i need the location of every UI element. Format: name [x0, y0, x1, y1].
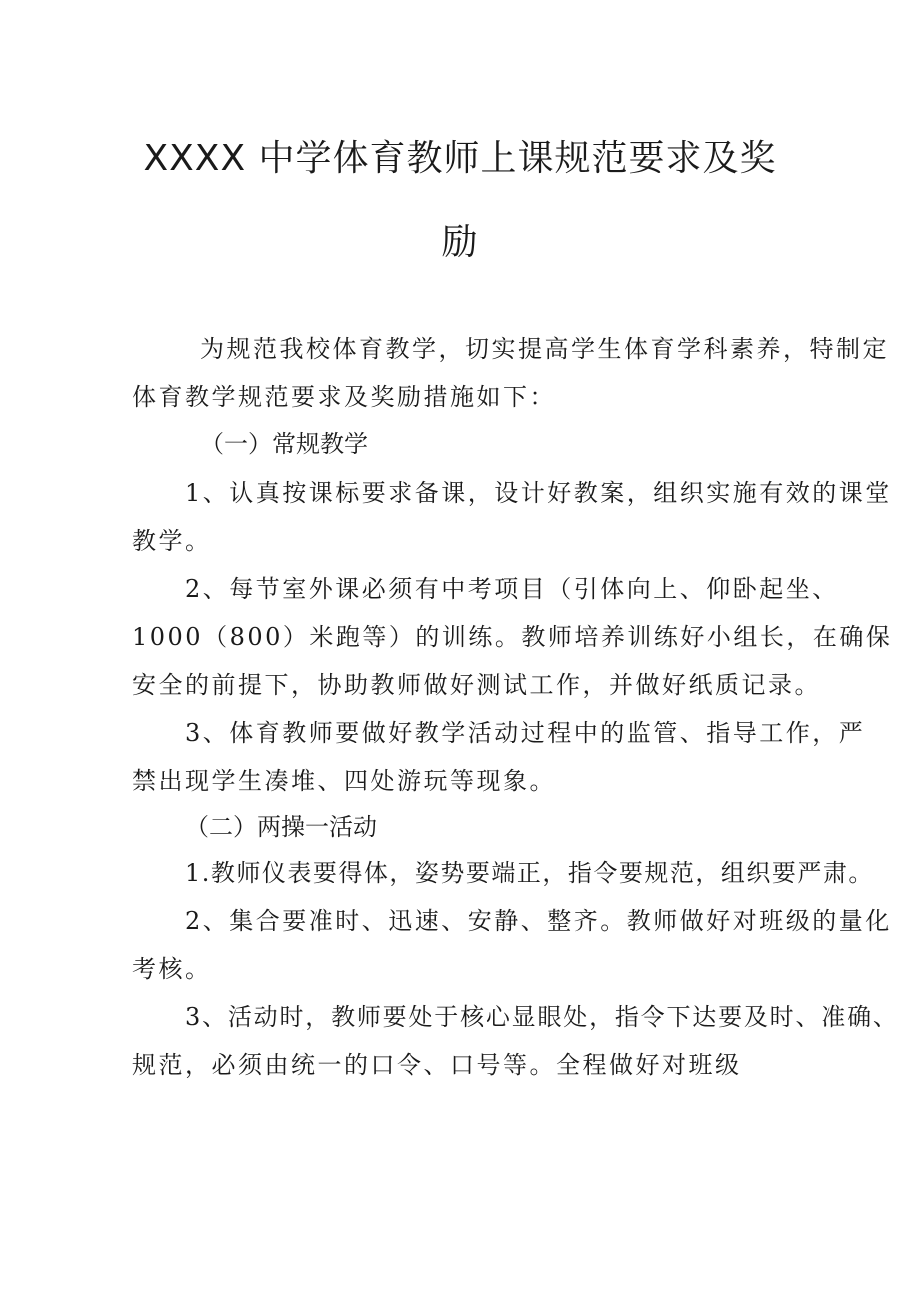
section1-item1-line-1: 1、认真按课标要求备课，设计好教案，组织实施有效的课堂 [185, 479, 892, 507]
intro-line-2: 体育教学规范要求及奖励措施如下： [132, 383, 556, 411]
section1-item3-line-2: 禁出现学生凑堆、四处游玩等现象。 [132, 767, 556, 795]
intro-line-1: 为规范我校体育教学，切实提高学生体育学科素养，特制定 [200, 335, 889, 363]
section1-item1-line-2: 教学。 [132, 527, 212, 555]
section-heading-exercises-and-activity: （二）两操一活动 [185, 813, 377, 841]
document-title-line-2: 励 [441, 222, 479, 263]
document-title-line-1: XXXX 中学体育教师上课规范要求及奖 [143, 138, 777, 179]
section2-item3-line-1: 3、活动时，教师要处于核心显眼处，指令下达要及时、准确、 [185, 1003, 899, 1031]
section1-item2-line-3: 安全的前提下，协助教师做好测试工作，并做好纸质记录。 [132, 671, 821, 699]
section1-item2-line-1: 2、每节室外课必须有中考项目（引体向上、仰卧起坐、 [185, 575, 839, 603]
section2-item2-line-2: 考核。 [132, 955, 212, 983]
section2-item2-line-1: 2、集合要准时、迅速、安静、整齐。教师做好对班级的量化 [185, 907, 892, 935]
section-heading-routine-teaching: （一）常规教学 [200, 430, 368, 458]
section2-item3-line-2: 规范，必须由统一的口令、口号等。全程做好对班级 [132, 1051, 742, 1079]
section1-item3-line-1: 3、体育教师要做好教学活动过程中的监管、指导工作，严 [185, 719, 866, 747]
section1-item2-line-2: 1000（800）米跑等）的训练。教师培养训练好小组长，在确保 [132, 623, 893, 651]
section2-item1-line-1: 1.教师仪表要得体，姿势要端正，指令要规范，组织要严肃。 [185, 859, 874, 887]
